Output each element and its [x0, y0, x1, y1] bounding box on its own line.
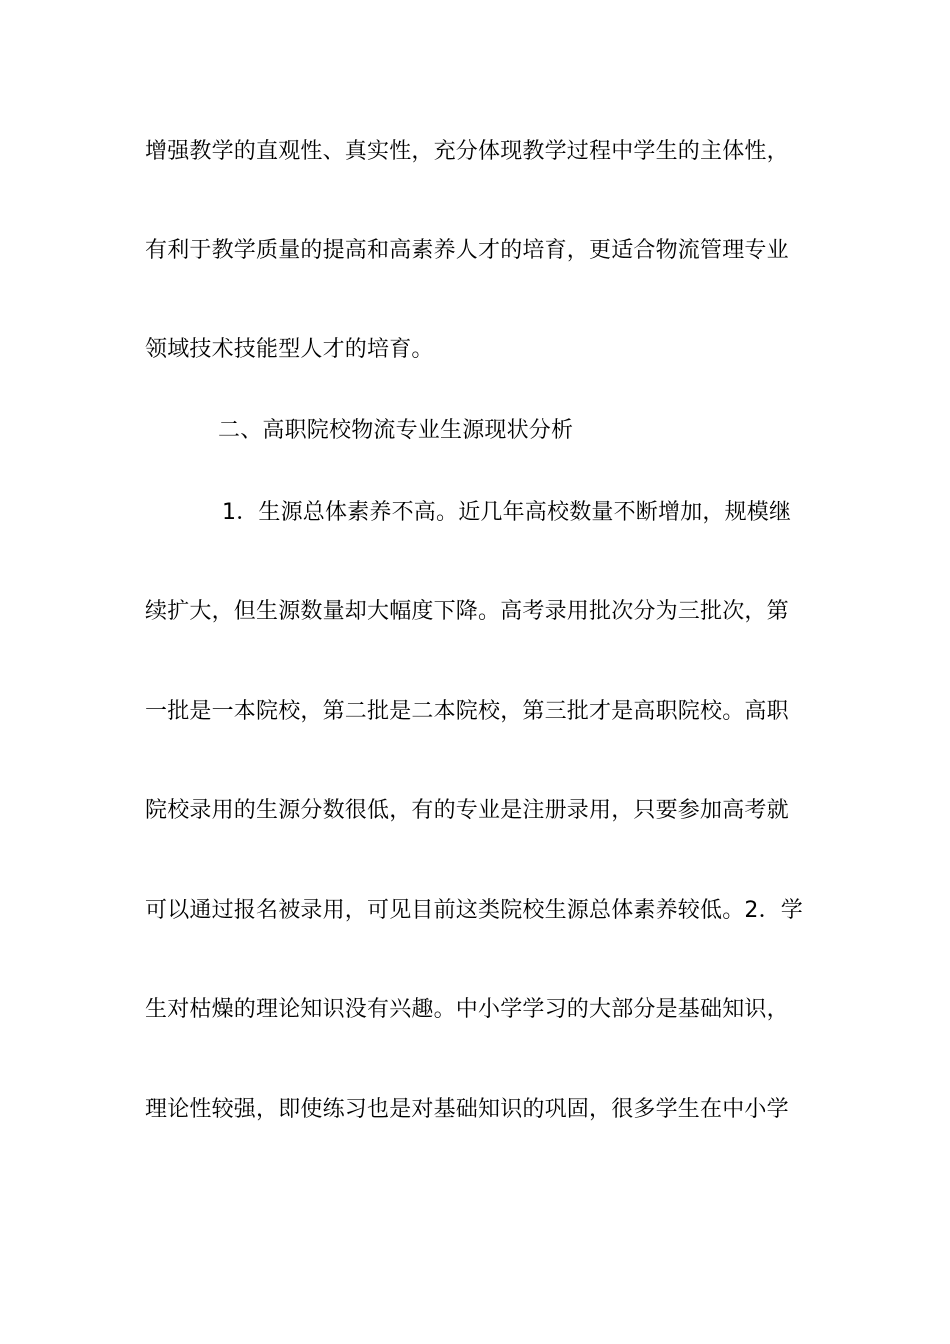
- body-text-line: 可以通过报名被录用，可见目前这类院校生源总体素养较低。2．学: [145, 898, 803, 923]
- body-text-line: 一批是一本院校，第二批是二本院校，第三批才是高职院校。高职: [145, 699, 789, 724]
- body-text-line: 续扩大，但生源数量却大幅度下降。高考录用批次分为三批次，第: [145, 599, 789, 624]
- body-text-line: 领域技术技能型人才的培育。: [145, 337, 434, 362]
- body-text-line: 有利于教学质量的提高和高素养人才的培育，更适合物流管理专业: [145, 238, 789, 263]
- paragraph-first-line: 1．生源总体素养不高。近几年高校数量不断增加，规模继: [222, 500, 792, 525]
- body-text-line: 院校录用的生源分数很低，有的专业是注册录用，只要参加高考就: [145, 798, 789, 823]
- body-text-line: 增强教学的直观性、真实性，充分体现教学过程中学生的主体性，: [145, 139, 789, 164]
- section-heading: 二、高职院校物流专业生源现状分析: [218, 418, 574, 443]
- body-text-line: 生对枯燥的理论知识没有兴趣。中小学学习的大部分是基础知识，: [145, 997, 789, 1022]
- body-text-line: 理论性较强，即使练习也是对基础知识的巩固，很多学生在中小学: [145, 1097, 789, 1122]
